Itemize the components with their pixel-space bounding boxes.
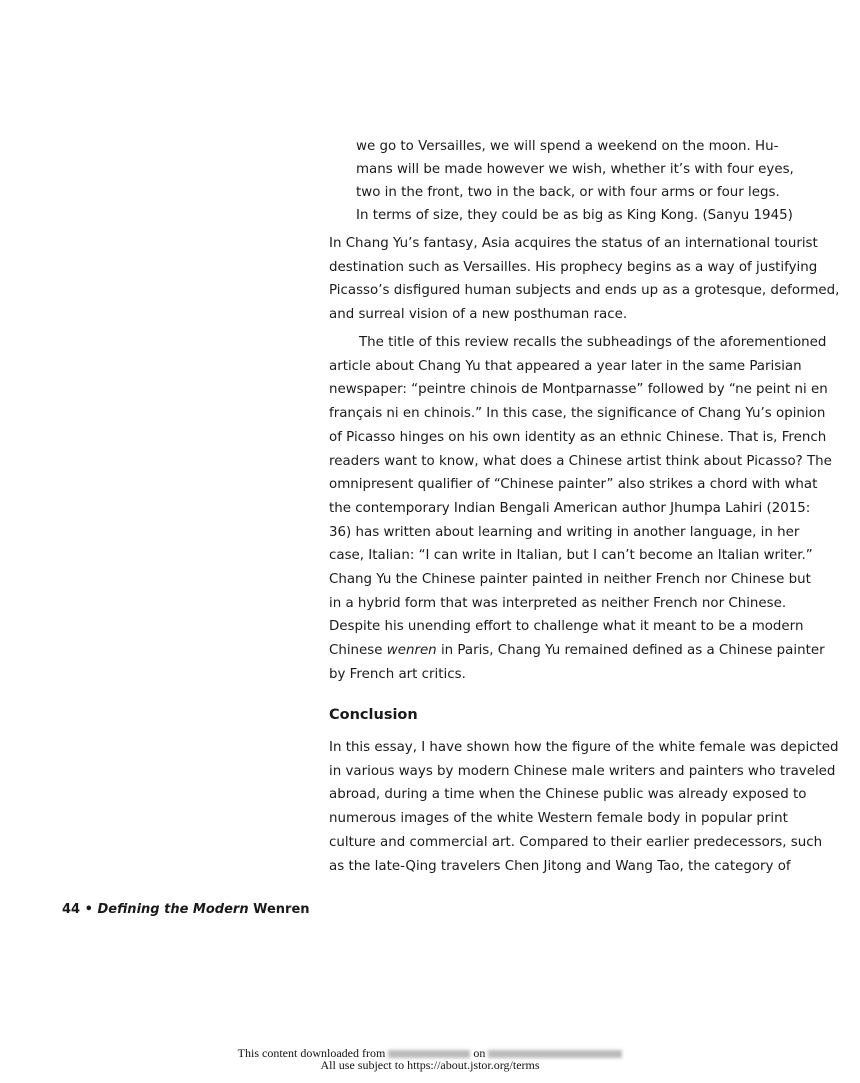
text-line: Chang Yu the Chinese painter painted in neither French nor Chinese but (329, 572, 811, 588)
redacted-ip (388, 1050, 470, 1058)
download-notice (0, 1047, 860, 1071)
text-line: numerous images of the white Western female body in popular print (329, 811, 788, 827)
quote-line: mans will be made however we wish, whether it’s with four eyes, (356, 162, 794, 177)
text-line: destination such as Versailles. His prophecy begins as a way of justifying (329, 259, 818, 275)
text-line: in various ways by modern Chinese male writers and painters who traveled (329, 763, 836, 779)
book-title-italic: Defining the Modern (97, 902, 249, 917)
text-line: readers want to know, what does a Chinese artist think about Picasso? The (329, 453, 832, 469)
text-line: The title of this review recalls the subheadings of the aforementioned (359, 335, 827, 350)
text-line: by French art critics. (329, 666, 466, 682)
text-line: case, Italian: “I can write in Italian, but I can’t become an Italian writer.” (329, 548, 813, 564)
quote-line: In terms of size, they could be as big as King Kong. (Sanyu 1945) (356, 208, 793, 223)
text-line: Chinese wenren in Paris, Chang Yu remained defined as a Chinese painter (329, 643, 825, 659)
quote-line: we go to Versailles, we will spend a weekend on the moon. Hu- (356, 139, 779, 154)
text-line: omnipresent qualifier of “Chinese painter” also strikes a chord with what (329, 477, 818, 493)
terms-notice: All use subject to https://about.jstor.org/terms (320, 1058, 540, 1072)
text-line: Despite his unending effort to challenge what it meant to be a modern (329, 619, 804, 635)
bullet: • (84, 902, 93, 917)
text-line: of Picasso hinges on his own identity as an ethnic Chinese. That is, French (329, 429, 827, 445)
text-line: abroad, during a time when the Chinese public was already exposed to (329, 787, 807, 803)
italic-term: wenren (386, 643, 437, 659)
section-heading: Conclusion (329, 707, 418, 723)
download-prefix: This content downloaded from (237, 1046, 386, 1060)
text-line: In this essay, I have shown how the figure of the white female was depicted (329, 740, 839, 755)
text-line: français ni en chinois.” In this case, the significance of Chang Yu’s opinion (329, 406, 826, 422)
text-line: and surreal vision of a new posthuman race. (329, 307, 628, 323)
text-line: as the late-Qing travelers Chen Jitong and Wang Tao, the category of (329, 858, 791, 874)
text-line: 36) has written about learning and writing in another language, in her (329, 524, 800, 540)
text-line: in a hybrid form that was interpreted as neither French nor Chinese. (329, 595, 787, 611)
download-on: on (473, 1046, 486, 1060)
page-number: 44 (62, 902, 81, 917)
text-line: Picasso’s disfigured human subjects and ends up as a grotesque, deformed, (329, 283, 840, 299)
paragraph-2 (329, 331, 832, 687)
block-quote (356, 135, 794, 227)
paragraph-1 (329, 232, 840, 327)
paragraph-3 (329, 736, 839, 878)
text-line: culture and commercial art. Compared to their earlier predecessors, such (329, 834, 823, 850)
redacted-date (488, 1050, 622, 1058)
book-title-roman: Wenren (253, 902, 310, 917)
text-line: the contemporary Indian Bengali American author Jhumpa Lahiri (2015: (329, 500, 811, 516)
text-line: article about Chang Yu that appeared a year later in the same Parisian (329, 358, 802, 374)
running-footer (62, 902, 310, 917)
quote-line: two in the front, two in the back, or with four arms or four legs. (356, 185, 780, 200)
text-line: In Chang Yu’s fantasy, Asia acquires the status of an international tourist (329, 236, 818, 251)
text-line: newspaper: “peintre chinois de Montparnasse” followed by “ne peint ni en (329, 382, 828, 398)
